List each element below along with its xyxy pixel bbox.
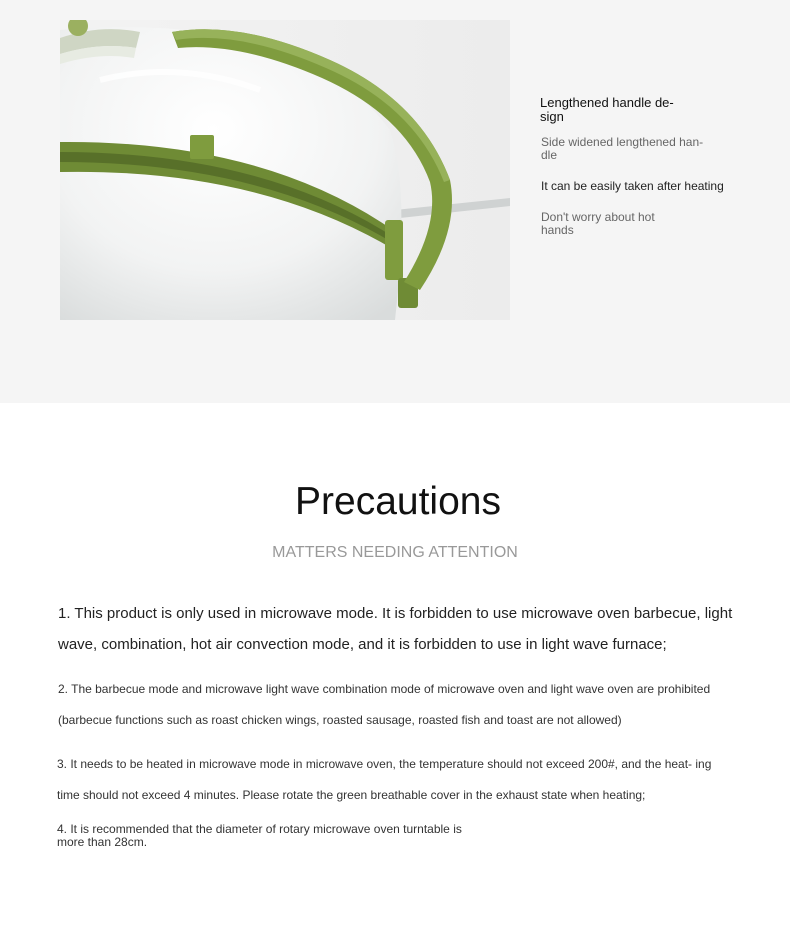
precaution-item: 2. The barbecue mode and microwave light wave combination mode of microwave oven and light wave oven are prohibited (barbecue functions such as roast chicken wings, roasted sausage, roasted fish and toast are not allowed): [58, 682, 711, 727]
feature-title: Lengthened handle de- sign: [540, 95, 674, 124]
feature-description: [540, 96, 740, 237]
feature-line: Side widened lengthened han- dle: [541, 135, 704, 162]
feature-section: [0, 0, 790, 403]
precautions-subtitle: MATTERS NEEDING ATTENTION: [272, 544, 518, 561]
precaution-item: 3. It needs to be heated in microwave mode in microwave oven, the temperature should not exceed 200#, and the heat- ing time should not exceed 4 minutes. Please rotate the green breathable cover in the exhaust state when heating;: [57, 757, 712, 802]
feature-line: Don't worry about hot hands: [541, 210, 655, 237]
product-photo: [60, 20, 510, 320]
precaution-item: 1. This product is only used in microwave mode. It is forbidden to use microwave oven barbecue, light wave, combination, hot air convection mode, and it is forbidden to use in light wave furnace;: [58, 605, 733, 653]
feature-line: It can be easily taken after heating: [541, 179, 724, 193]
precaution-item: 4. It is recommended that the diameter of rotary microwave oven turntable is more than 28cm.: [57, 822, 462, 849]
precautions-title: Precautions: [295, 480, 501, 523]
